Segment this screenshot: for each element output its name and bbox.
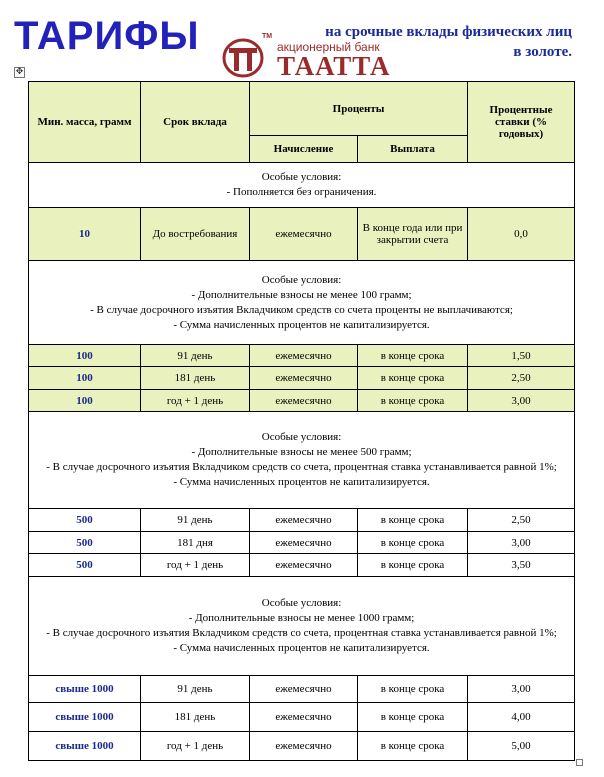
header-min-mass: Мин. масса, грамм [29, 82, 141, 163]
cell-rate: 2,50 [468, 509, 575, 532]
cell-accrual: ежемесячно [250, 345, 358, 367]
cell-mass: 100 [29, 390, 141, 412]
cell-term: год + 1 день [141, 732, 250, 761]
cell-term: 91 день [141, 509, 250, 532]
cell-mass: 500 [29, 554, 141, 577]
table-row [29, 390, 575, 412]
cell-accrual: ежемесячно [250, 208, 358, 261]
page-title: ТАРИФЫ [14, 14, 200, 58]
cell-rate: 4,00 [468, 703, 575, 732]
header-accrual: Начисление [250, 136, 358, 163]
header-percents: Проценты [250, 82, 468, 136]
cell-mass: 500 [29, 532, 141, 554]
cell-accrual: ежемесячно [250, 676, 358, 703]
condition-line: - Сумма начисленных процентов не капитализируется. [173, 642, 430, 654]
bank-subtitle: акционерный банк [277, 40, 380, 54]
cell-accrual: ежемесячно [250, 390, 358, 412]
cell-payment: в конце срока [358, 367, 468, 390]
cell-term: 181 день [141, 367, 250, 390]
cell-rate: 1,50 [468, 345, 575, 367]
special-conditions [29, 412, 575, 509]
cell-accrual: ежемесячно [250, 532, 358, 554]
cell-term: 181 день [141, 703, 250, 732]
table-row [29, 732, 575, 761]
table-resize-handle[interactable] [576, 759, 583, 766]
condition-line: Особые условия: [261, 273, 342, 286]
cell-term: 91 день [141, 345, 250, 367]
cell-accrual: ежемесячно [250, 509, 358, 532]
cell-rate: 3,00 [468, 532, 575, 554]
cell-mass: свыше 1000 [29, 676, 141, 703]
cell-term: 91 день [141, 676, 250, 703]
cell-accrual: ежемесячно [250, 554, 358, 577]
condition-line: Особые условия: [261, 431, 342, 443]
table-row [29, 345, 575, 367]
cell-payment: в конце срока [358, 509, 468, 532]
cell-term: год + 1 день [141, 390, 250, 412]
cell-mass: 100 [29, 367, 141, 390]
header-term: Срок вклада [141, 82, 250, 163]
cell-accrual: ежемесячно [250, 703, 358, 732]
condition-line: - Пополняется без ограничения. [226, 186, 377, 198]
header-payment: Выплата [358, 136, 468, 163]
special-conditions [29, 261, 575, 345]
cell-payment: В конце года или при закрытии счета [358, 208, 468, 261]
condition-line: - В случае досрочного изъятия Вкладчиком средств со счета проценты не выплачиваются; [90, 303, 513, 316]
table-row [29, 676, 575, 703]
cell-term: 181 дня [141, 532, 250, 554]
cell-mass: 500 [29, 509, 141, 532]
cell-rate: 3,50 [468, 554, 575, 577]
condition-line: - Сумма начисленных процентов не капитализируется. [173, 476, 430, 488]
cell-payment: в конце срока [358, 554, 468, 577]
condition-line: Особые условия: [261, 597, 342, 609]
bank-logo-icon [221, 38, 267, 78]
cell-term: год + 1 день [141, 554, 250, 577]
cell-mass: 10 [29, 208, 141, 261]
cell-rate: 3,00 [468, 676, 575, 703]
table-row [29, 208, 575, 261]
cell-mass: 100 [29, 345, 141, 367]
condition-line: Особые условия: [261, 171, 342, 183]
condition-line: - Дополнительные взносы не менее 100 грамм; [191, 288, 412, 301]
condition-line: - В случае досрочного изъятия Вкладчиком средств со счета, процентная ставка устанавливается равной 1%; [46, 627, 557, 639]
cell-rate: 0,0 [468, 208, 575, 261]
table-row [29, 532, 575, 554]
header-rates: Процентные ставки (% годовых) [468, 82, 575, 163]
subtitle-line-2: в золоте. [513, 44, 572, 60]
tariffs-table [28, 81, 575, 761]
cell-payment: в конце срока [358, 676, 468, 703]
cell-mass: свыше 1000 [29, 703, 141, 732]
cell-payment: в конце срока [358, 532, 468, 554]
special-conditions [29, 577, 575, 676]
condition-line: - Дополнительные взносы не менее 1000 грамм; [188, 612, 415, 624]
cell-accrual: ежемесячно [250, 732, 358, 761]
trademark-mark: TM [262, 33, 273, 40]
table-row [29, 367, 575, 390]
cell-mass: свыше 1000 [29, 732, 141, 761]
cell-rate: 5,00 [468, 732, 575, 761]
cell-payment: в конце срока [358, 345, 468, 367]
table-row [29, 703, 575, 732]
cell-payment: в конце срока [358, 390, 468, 412]
table-row [29, 554, 575, 577]
cell-payment: в конце срока [358, 732, 468, 761]
condition-line: - В случае досрочного изъятия Вкладчиком средств со счета, процентная ставка устанавливается равной 1%; [46, 461, 557, 473]
cell-term: До востребования [141, 208, 250, 261]
condition-line: - Сумма начисленных процентов не капитализируется. [173, 318, 430, 331]
condition-line: - Дополнительные взносы не менее 500 грамм; [191, 446, 412, 458]
subtitle-line-1: на срочные вклады физических лиц [325, 24, 572, 40]
special-conditions [29, 163, 575, 208]
table-row [29, 509, 575, 532]
cell-rate: 3,00 [468, 390, 575, 412]
cell-accrual: ежемесячно [250, 367, 358, 390]
cell-payment: в конце срока [358, 703, 468, 732]
page-header [0, 0, 604, 80]
bank-name: ТААТТА [277, 51, 391, 81]
table-move-handle-icon[interactable]: ✥ [15, 67, 24, 77]
cell-rate: 2,50 [468, 367, 575, 390]
